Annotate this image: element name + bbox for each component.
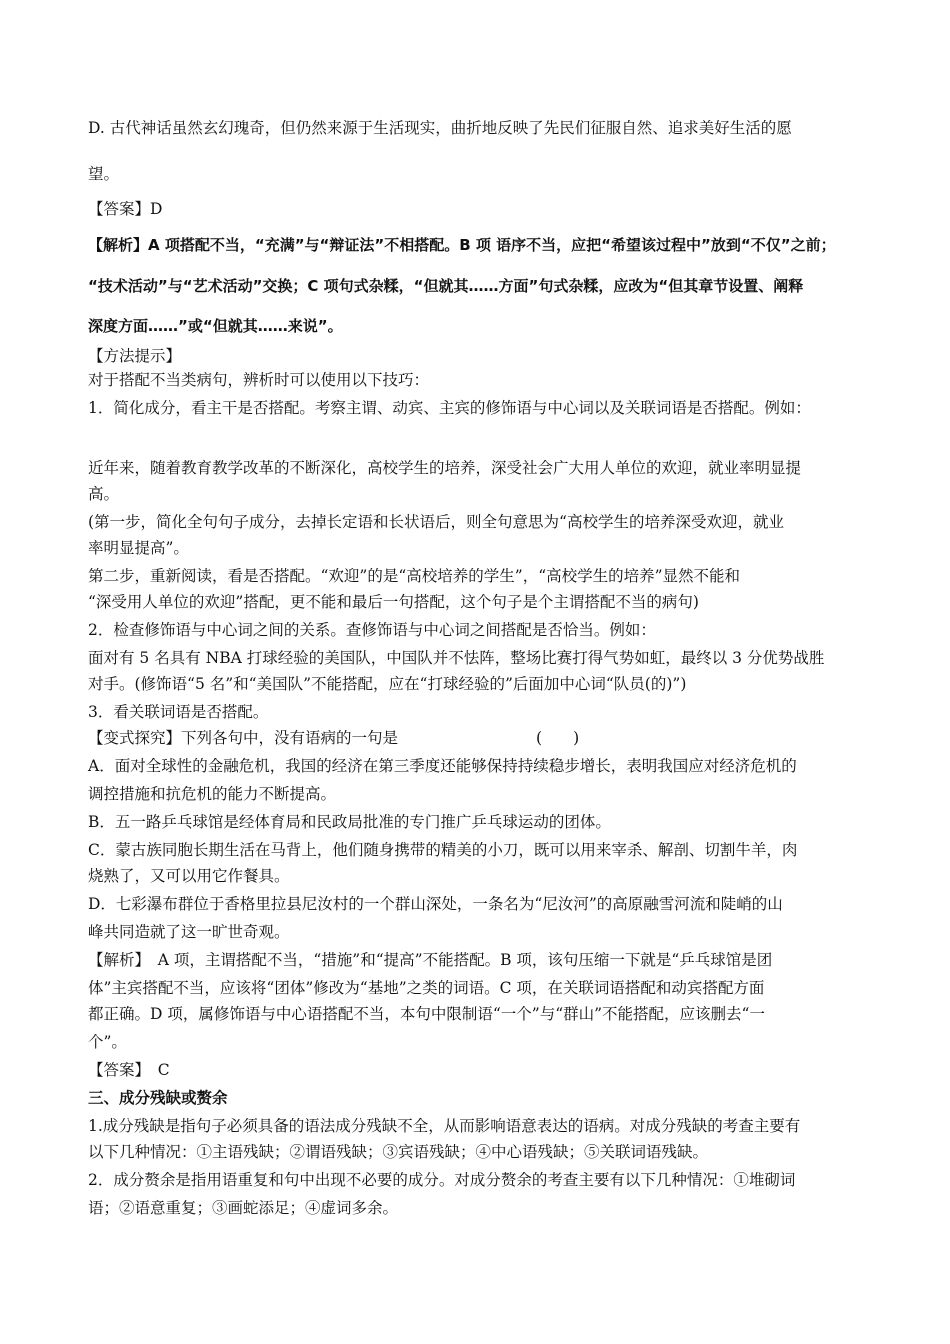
tip-1: 1．简化成分，看主干是否搭配。考察主谓、动宾、主宾的修饰语与中心词以及关联词语是否搭配。例如： <box>88 399 811 417</box>
analysis-2-line-1: 【解析】 A 项，主谓搭配不当，“措施”和“提高”不能搭配。B 项，该句压缩一下就是“乒乓球馆是团 <box>88 951 773 969</box>
example-2-line-2: 对手。(修饰语“5 名”和“美国队”不能搭配，应在“打球经验的”后面加中心词“队员(的)”) <box>88 675 687 693</box>
analysis-2-line-3: 都正确。D 项，属修饰语与中心语搭配不当，本句中限制语“一个”与“群山”不能搭配，应该删去“一 <box>88 1005 765 1023</box>
answer-1: 【答案】D <box>88 200 163 218</box>
section-para-1-line-1: 1.成分残缺是指句子必须具备的语法成分残缺不全，从而影响语意表达的语病。对成分残缺的考查主要有 <box>88 1117 801 1135</box>
step-2-line-1: 第二步，重新阅读，看是否搭配。“欢迎”的是“高校培养的学生”，“高校学生的培养”显然不能和 <box>88 567 741 585</box>
option-a-line-1: A．面对全球性的金融危机，我国的经济在第三季度还能够保持持续稳步增长，表明我国应对经济危机的 <box>88 757 797 775</box>
option-c-line-2: 烧熟了，又可以用它作餐具。 <box>88 867 290 885</box>
example-1-line-1: 近年来，随着教育教学改革的不断深化，高校学生的培养，深受社会广大用人单位的欢迎，就业率明显提 <box>88 459 802 477</box>
analysis-1-line-3: 深度方面……”或“但就其……来说”。 <box>88 317 343 335</box>
step-1-line-2: 率明显提高”。 <box>88 539 189 557</box>
tip-3: 3．看关联词语是否搭配。 <box>88 703 269 721</box>
method-intro: 对于搭配不当类病句，辨析时可以使用以下技巧： <box>88 371 430 389</box>
variant-question-text: 【变式探究】下列各句中，没有语病的一句是 <box>88 729 399 747</box>
option-d-line-1: D. 古代神话虽然玄幻瑰奇，但仍然来源于生活现实，曲折地反映了先民们征服自然、追求美好生活的愿 <box>88 119 792 137</box>
section-para-1-line-2: 以下几种情况：①主语残缺；②谓语残缺；③宾语残缺；④中心语残缺；⑤关联词语残缺。 <box>88 1143 709 1161</box>
variant-question <box>88 728 579 748</box>
answer-2: 【答案】 C <box>88 1061 170 1079</box>
analysis-1-line-2: “技术活动”与“艺术活动”交换；C 项句式杂糅，“但就其……方面”句式杂糅，应改为“但其章节设置、阐释 <box>88 277 804 295</box>
option-d2-line-1: D．七彩瀑布群位于香格里拉县尼汝村的一个群山深处，一条名为“尼汝河”的高原融雪河流和陡峭的山 <box>88 895 783 913</box>
analysis-2-line-4: 个”。 <box>88 1033 127 1051</box>
section-para-2-line-1: 2．成分赘余是指用语重复和句中出现不必要的成分。对成分赘余的考查主要有以下几种情况：①堆砌词 <box>88 1171 796 1189</box>
section-para-2-line-2: 语；②语意重复；③画蛇添足；④虚词多余。 <box>88 1199 399 1217</box>
option-a-line-2: 调控措施和抗危机的能力不断提高。 <box>88 785 337 803</box>
analysis-2-line-2: 体”主宾搭配不当，应该将“团体”修改为“基地”之类的词语。C 项，在关联词语搭配和动宾搭配方面 <box>88 979 765 997</box>
analysis-1-line-1: 【解析】A 项搭配不当，“充满”与“辩证法”不相搭配。B 项 语序不当，应把“希望该过程中”放到“不仅”之前； <box>88 236 836 254</box>
step-2-line-2: “深受用人单位的欢迎”搭配，更不能和最后一句搭配，这个句子是个主谓搭配不当的病句) <box>88 593 699 611</box>
example-2-line-1: 面对有 5 名具有 NBA 打球经验的美国队，中国队并不怯阵，整场比赛打得气势如虹，最终以 3 分优势战胜 <box>88 649 825 667</box>
option-d2-line-2: 峰共同造就了这一旷世奇观。 <box>88 923 290 941</box>
answer-blank: ( ) <box>536 729 580 747</box>
option-b: B．五一路乒乓球馆是经体育局和民政局批准的专门推广乒乓球运动的团体。 <box>88 813 611 831</box>
section-heading: 三、成分残缺或赘余 <box>88 1088 228 1107</box>
option-d-line-2: 望。 <box>88 165 120 183</box>
tip-2: 2．检查修饰语与中心词之间的关系。查修饰语与中心词之间搭配是否恰当。例如： <box>88 621 656 639</box>
method-tip-heading: 【方法提示】 <box>88 347 182 365</box>
step-1-line-1: (第一步，简化全句句子成分，去掉长定语和长状语后，则全句意思为“高校学生的培养深受欢迎，就业 <box>88 513 784 531</box>
example-1-line-2: 高。 <box>88 485 120 503</box>
option-c-line-1: C．蒙古族同胞长期生活在马背上，他们随身携带的精美的小刀，既可以用来宰杀、解剖、切割牛羊，肉 <box>88 841 798 859</box>
